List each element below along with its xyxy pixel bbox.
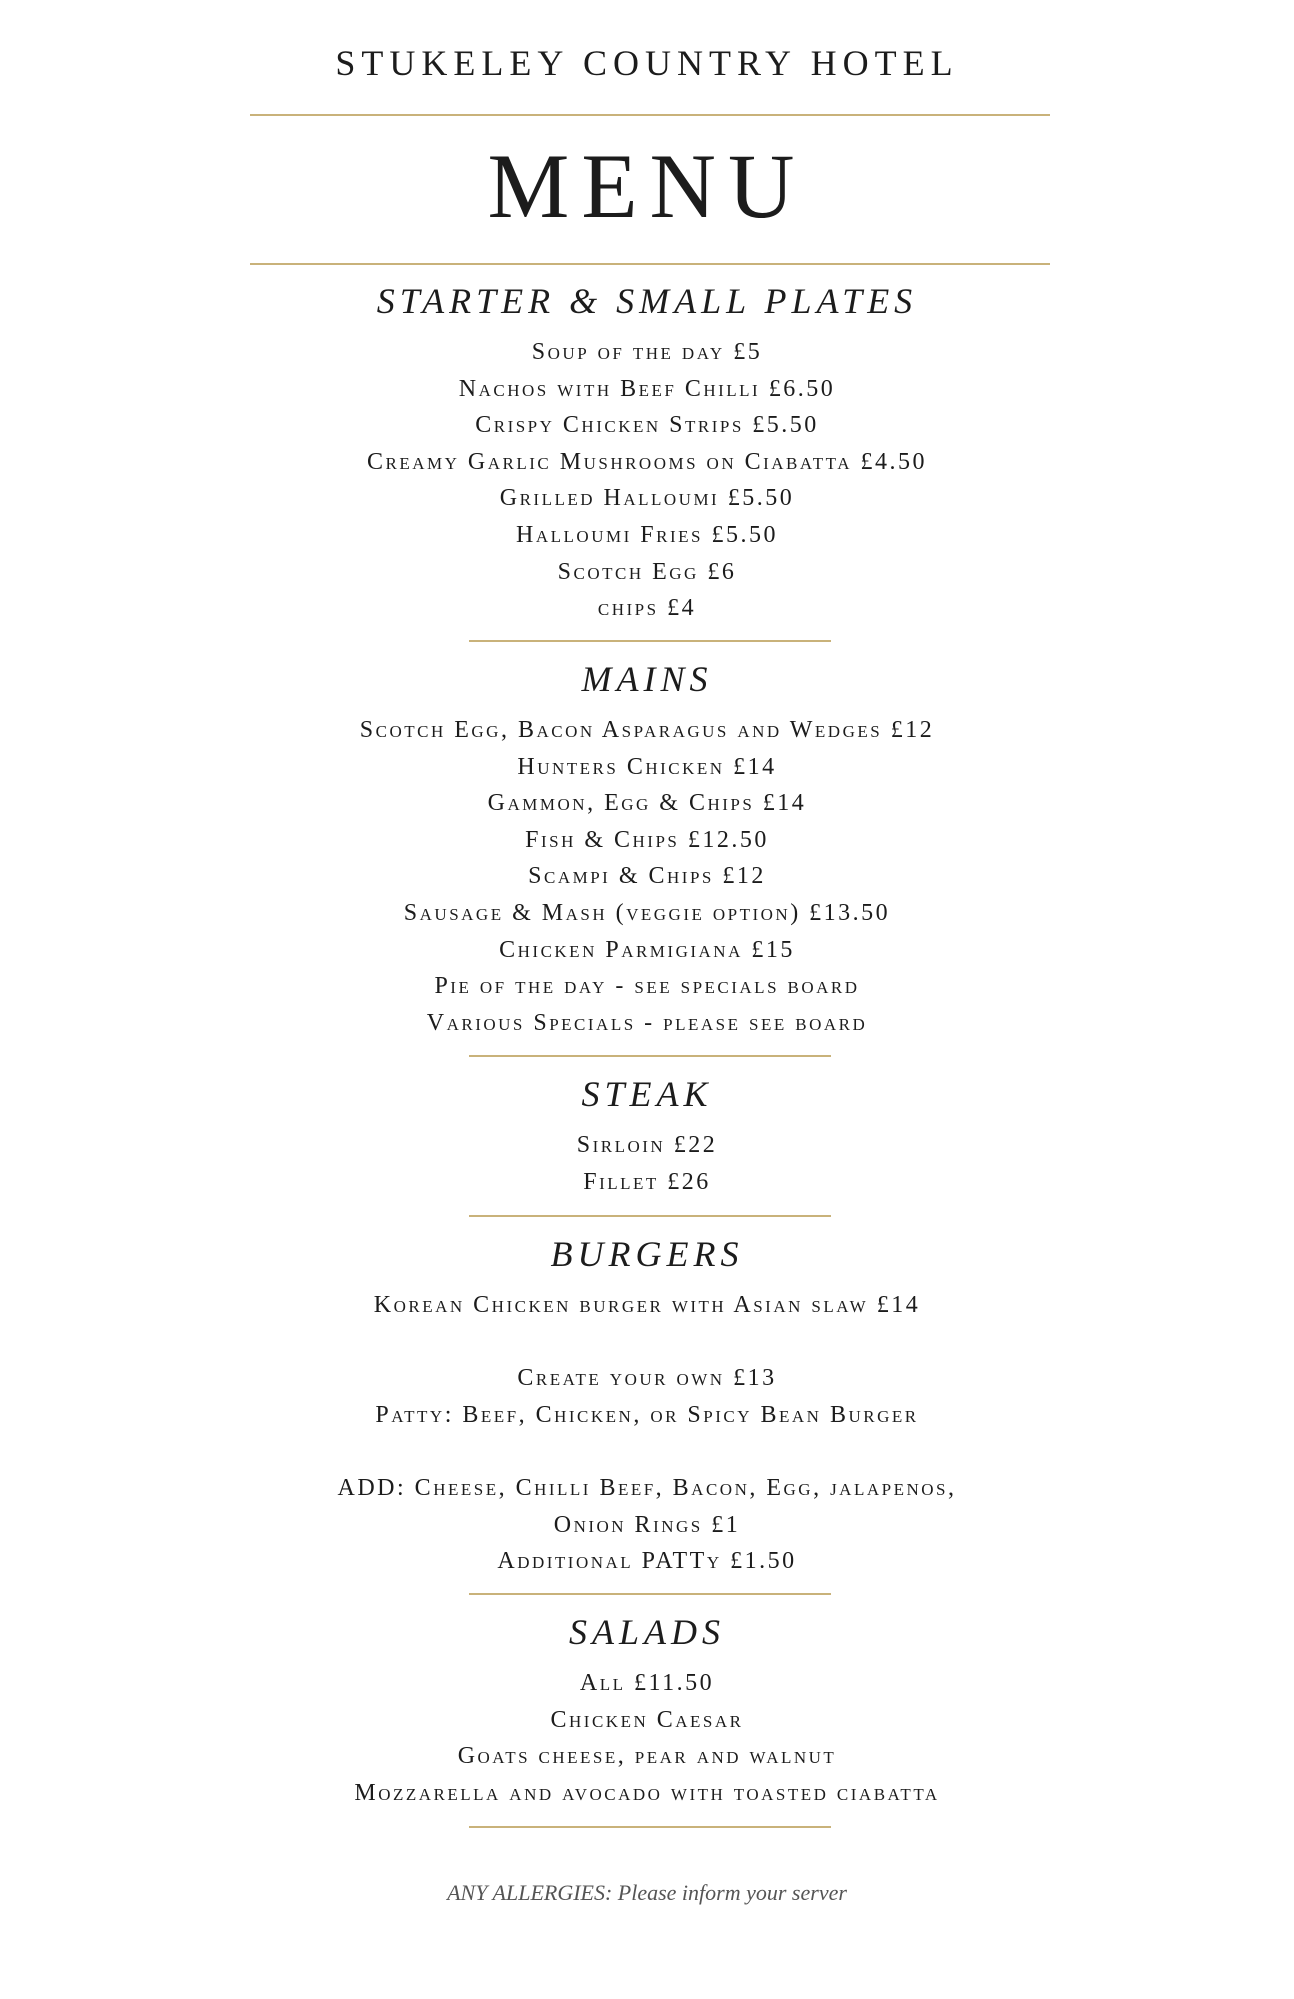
- menu-item: Various Specials - please see board: [426, 1009, 868, 1036]
- allergy-note: ANY ALLERGIES: Please inform your server: [447, 1880, 847, 1905]
- menu-item: chips £4: [597, 595, 697, 622]
- salads-list: [0, 1665, 1294, 1811]
- menu-item: ADD: Cheese, Chilli Beef, Bacon, Egg, jalapenos,: [337, 1474, 957, 1501]
- menu-item: Gammon, Egg & Chips £14: [487, 790, 807, 817]
- divider: [469, 1215, 831, 1217]
- menu-item: Fillet £26: [583, 1168, 711, 1195]
- section-title-mains: MAINS: [581, 659, 713, 699]
- menu-item: Grilled Halloumi £5.50: [499, 485, 795, 512]
- menu-item: Patty: Beef, Chicken, or Spicy Bean Burger: [375, 1401, 919, 1428]
- menu-item: Scampi & Chips £12: [528, 863, 766, 890]
- menu-item: Chicken Caesar: [550, 1706, 744, 1733]
- menu-item: Scotch Egg, Bacon Asparagus and Wedges £12: [359, 717, 935, 743]
- divider: [469, 640, 831, 642]
- menu-item: Korean Chicken burger with Asian slaw £14: [373, 1292, 921, 1318]
- section-title-steak: STEAK: [581, 1074, 713, 1114]
- steak-list: [0, 1127, 1294, 1200]
- menu-item: Sirloin £22: [576, 1132, 718, 1158]
- menu-title: MENU: [487, 135, 807, 237]
- menu-item: Goats cheese, pear and walnut: [457, 1743, 837, 1770]
- starters-list: [0, 334, 1294, 627]
- burgers-list: [0, 1287, 1294, 1580]
- hotel-name: STUKELEY COUNTRY HOTEL: [335, 43, 959, 83]
- divider: [469, 1826, 831, 1828]
- divider: [250, 114, 1050, 116]
- divider: [469, 1593, 831, 1595]
- divider: [250, 263, 1050, 265]
- menu-item: Scotch Egg £6: [557, 558, 737, 585]
- menu-item: All £11.50: [579, 1670, 715, 1696]
- menu-item: Crispy Chicken Strips £5.50: [475, 412, 819, 439]
- menu-item: Soup of the day £5: [531, 339, 763, 365]
- menu-item: Additional PATTy £1.50: [497, 1548, 797, 1575]
- spacer: [0, 1433, 1294, 1470]
- spacer: [0, 1324, 1294, 1361]
- menu-item: Sausage & Mash (veggie option) £13.50: [403, 899, 891, 926]
- menu-item: Nachos with Beef Chilli £6.50: [458, 375, 836, 402]
- menu-item: Creamy Garlic Mushrooms on Ciabatta £4.50: [367, 448, 927, 475]
- menu-item: Halloumi Fries £5.50: [516, 521, 778, 548]
- mains-list: [0, 712, 1294, 1041]
- menu-item: Chicken Parmigiana £15: [499, 936, 795, 963]
- section-title-starters: STARTER & SMALL PLATES: [376, 281, 918, 321]
- section-title-salads: SALADS: [569, 1612, 725, 1652]
- menu-item: Pie of the day - see specials board: [434, 973, 860, 1000]
- menu-item: Hunters Chicken £14: [517, 753, 777, 780]
- menu-item: Fish & Chips £12.50: [525, 826, 769, 853]
- menu-item: Mozzarella and avocado with toasted ciabatta: [354, 1779, 940, 1806]
- section-title-burgers: BURGERS: [550, 1234, 744, 1274]
- menu-item: Onion Rings £1: [553, 1511, 741, 1538]
- divider: [469, 1055, 831, 1057]
- menu-item: Create your own £13: [517, 1365, 777, 1392]
